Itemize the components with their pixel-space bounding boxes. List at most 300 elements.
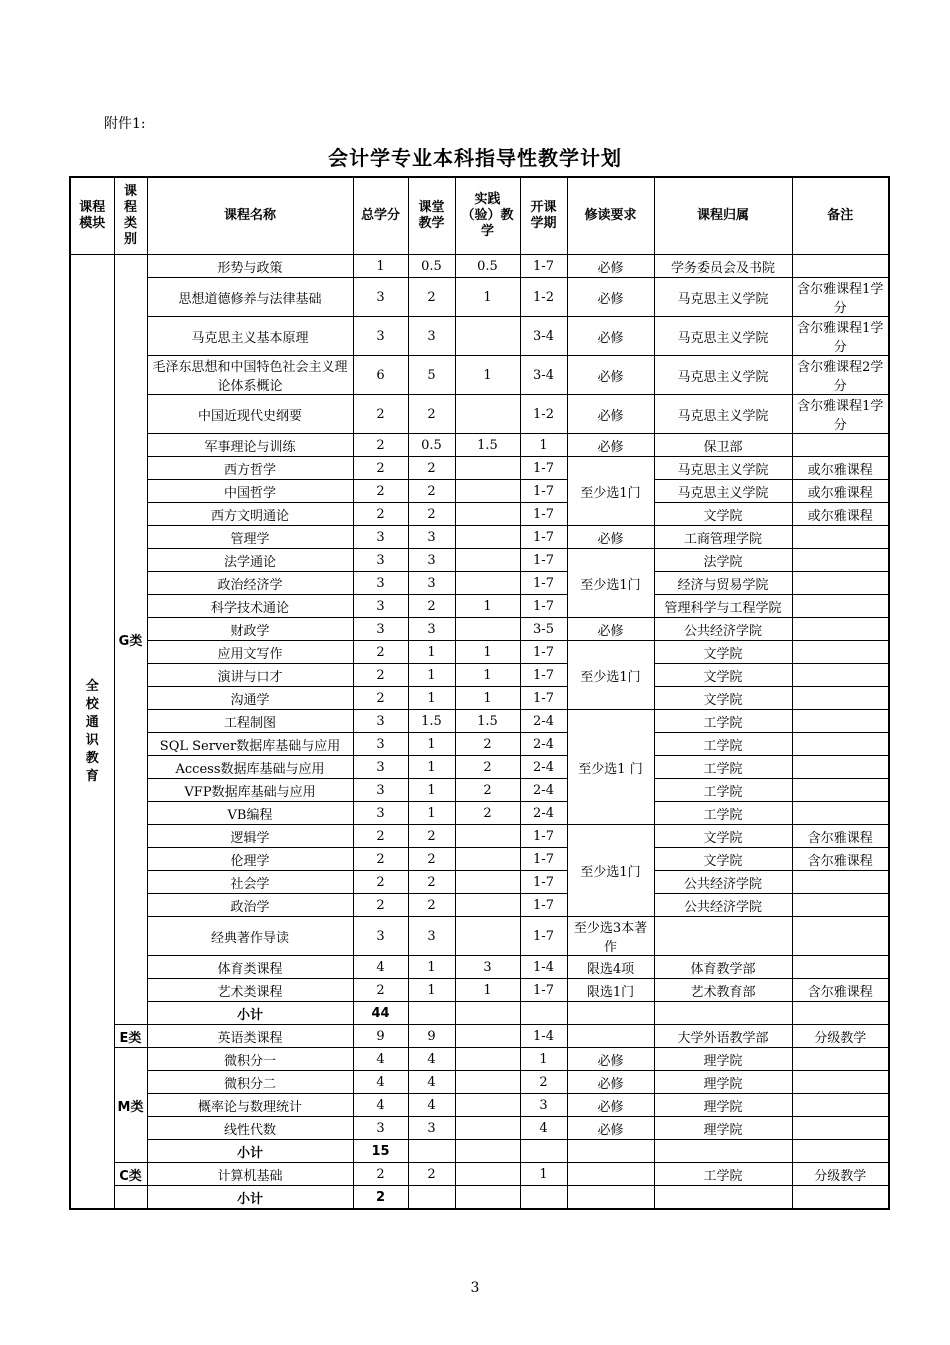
course-name: 应用文写作 [147, 641, 353, 664]
note [792, 956, 889, 979]
table-row [70, 1163, 889, 1186]
empty-cell [455, 1094, 520, 1117]
empty-cell [792, 1071, 889, 1094]
course-name: SQL Server数据库基础与应用 [147, 733, 353, 756]
empty-cell [455, 1186, 520, 1210]
class-hours: 4 [408, 1071, 455, 1094]
table-row [70, 664, 889, 687]
class-hours: 3 [408, 526, 455, 549]
empty-cell [792, 1094, 889, 1117]
empty-cell [520, 1186, 567, 1210]
empty-cell [455, 1163, 520, 1186]
owner: 工学院 [654, 756, 792, 779]
class-hours: 2 [408, 894, 455, 917]
requirement-group: 至少选1门 [567, 549, 654, 618]
subtotal-row [70, 1002, 889, 1025]
empty-cell [567, 1002, 654, 1025]
credits: 3 [353, 710, 408, 733]
credits: 9 [353, 1025, 408, 1048]
table-row [70, 756, 889, 779]
class-hours: 0.5 [408, 434, 455, 457]
term: 1 [520, 434, 567, 457]
term: 3-5 [520, 618, 567, 641]
table-row [70, 503, 889, 526]
table-row [70, 956, 889, 979]
practice-hours: 2 [455, 779, 520, 802]
practice-hours: 1 [455, 278, 520, 317]
course-name: 微积分一 [147, 1048, 353, 1071]
note [792, 664, 889, 687]
note: 分级教学 [792, 1163, 889, 1186]
term: 2-4 [520, 756, 567, 779]
table-row [70, 641, 889, 664]
course-name: 概率论与数理统计 [147, 1094, 353, 1117]
subtotal-credits: 15 [353, 1140, 408, 1163]
page-title: 会计学专业本科指导性教学计划 [328, 146, 622, 170]
credits: 2 [353, 457, 408, 480]
term: 1-7 [520, 871, 567, 894]
requirement: 必修 [567, 278, 654, 317]
course-name: 西方文明通论 [147, 503, 353, 526]
owner: 文学院 [654, 687, 792, 710]
class-hours: 2 [408, 457, 455, 480]
credits: 2 [353, 434, 408, 457]
table-row [70, 871, 889, 894]
practice-hours [455, 480, 520, 503]
practice-hours [455, 317, 520, 356]
practice-hours: 1 [455, 595, 520, 618]
credits: 2 [353, 825, 408, 848]
empty-cell [792, 1186, 889, 1210]
class-hours: 3 [408, 1117, 455, 1140]
credits: 3 [353, 1117, 408, 1140]
subtotal-row [70, 1140, 889, 1163]
course-name: Access数据库基础与应用 [147, 756, 353, 779]
header-row [70, 177, 889, 255]
credits: 3 [353, 618, 408, 641]
subtotal-label: 小计 [147, 1002, 353, 1025]
credits: 3 [353, 756, 408, 779]
note [792, 434, 889, 457]
requirement-group: 至少选1门 [567, 825, 654, 917]
note [792, 871, 889, 894]
empty-cell [114, 1186, 147, 1210]
note: 含尔雅课程2学分 [792, 356, 889, 395]
requirement: 必修 [567, 356, 654, 395]
note [792, 687, 889, 710]
table-row [70, 710, 889, 733]
course-name: 中国近现代史纲要 [147, 395, 353, 434]
credits: 2 [353, 480, 408, 503]
owner: 马克思主义学院 [654, 457, 792, 480]
course-name: 体育类课程 [147, 956, 353, 979]
table-row [70, 356, 889, 395]
practice-hours: 1.5 [455, 710, 520, 733]
course-name: 思想道德修养与法律基础 [147, 278, 353, 317]
practice-hours: 1 [455, 687, 520, 710]
term: 1-7 [520, 979, 567, 1002]
term: 4 [520, 1117, 567, 1140]
credits: 2 [353, 641, 408, 664]
practice-hours [455, 572, 520, 595]
course-name: 演讲与口才 [147, 664, 353, 687]
header-class: 课堂 教学 [408, 177, 455, 255]
class-hours: 2 [408, 825, 455, 848]
owner: 保卫部 [654, 434, 792, 457]
note [792, 255, 889, 278]
term: 1-4 [520, 956, 567, 979]
practice-hours: 1.5 [455, 434, 520, 457]
practice-hours [455, 848, 520, 871]
credits: 2 [353, 894, 408, 917]
class-hours: 1 [408, 733, 455, 756]
subtotal-credits: 44 [353, 1002, 408, 1025]
table-row [70, 1071, 889, 1094]
note: 分级教学 [792, 1025, 889, 1048]
empty-cell [520, 1140, 567, 1163]
course-name: 科学技术通论 [147, 595, 353, 618]
attachment-label: 附件1: [104, 116, 146, 132]
term: 1-7 [520, 894, 567, 917]
table-row [70, 434, 889, 457]
credits: 3 [353, 572, 408, 595]
note: 含尔雅课程 [792, 979, 889, 1002]
term: 1-7 [520, 595, 567, 618]
requirement: 必修 [567, 317, 654, 356]
owner: 文学院 [654, 664, 792, 687]
requirement: 必修 [567, 618, 654, 641]
empty-cell [455, 1002, 520, 1025]
note [792, 802, 889, 825]
category-m: M类 [114, 1048, 147, 1163]
empty-cell [792, 1002, 889, 1025]
credits: 3 [353, 779, 408, 802]
note [792, 641, 889, 664]
course-name: 政治经济学 [147, 572, 353, 595]
class-hours: 3 [408, 618, 455, 641]
owner: 马克思主义学院 [654, 356, 792, 395]
term: 1-4 [520, 1025, 567, 1048]
owner: 大学外语教学部 [654, 1025, 792, 1048]
owner: 公共经济学院 [654, 871, 792, 894]
note: 含尔雅课程1学分 [792, 317, 889, 356]
course-name: 政治学 [147, 894, 353, 917]
table-row [70, 848, 889, 871]
owner: 理学院 [654, 1071, 792, 1094]
class-hours: 2 [408, 595, 455, 618]
course-name: 财政学 [147, 618, 353, 641]
table-row [70, 1048, 889, 1071]
note [792, 710, 889, 733]
module-cell: 全 校 通 识 教 育 [70, 255, 114, 1210]
empty-cell [567, 1186, 654, 1210]
table-row [70, 595, 889, 618]
table-row [70, 1117, 889, 1140]
term: 1-7 [520, 480, 567, 503]
table-row [70, 278, 889, 317]
owner: 马克思主义学院 [654, 480, 792, 503]
empty-cell [520, 1002, 567, 1025]
empty-cell [455, 1048, 520, 1071]
requirement-group: 至少选1门 [567, 457, 654, 526]
header-practice: 实践 （验）教 学 [455, 177, 520, 255]
table-row [70, 802, 889, 825]
note [792, 917, 889, 956]
credits: 1 [353, 255, 408, 278]
empty-cell [567, 1140, 654, 1163]
owner: 体育教学部 [654, 956, 792, 979]
note [792, 572, 889, 595]
requirement-group: 至少选1 门 [567, 710, 654, 825]
practice-hours: 2 [455, 733, 520, 756]
class-hours: 2 [408, 278, 455, 317]
note: 或尔雅课程 [792, 457, 889, 480]
credits: 2 [353, 979, 408, 1002]
empty-cell [792, 1117, 889, 1140]
owner: 工学院 [654, 802, 792, 825]
practice-hours: 1 [455, 356, 520, 395]
owner: 经济与贸易学院 [654, 572, 792, 595]
note [792, 894, 889, 917]
term: 1-7 [520, 687, 567, 710]
credits: 2 [353, 395, 408, 434]
requirement: 必修 [567, 1117, 654, 1140]
note [792, 733, 889, 756]
owner [654, 917, 792, 956]
requirement: 必修 [567, 395, 654, 434]
header-term: 开课 学期 [520, 177, 567, 255]
credits: 4 [353, 1094, 408, 1117]
course-name: 微积分二 [147, 1071, 353, 1094]
note [792, 618, 889, 641]
term: 1-7 [520, 255, 567, 278]
requirement [567, 1025, 654, 1048]
course-name: 西方哲学 [147, 457, 353, 480]
course-name: 形势与政策 [147, 255, 353, 278]
empty-cell [654, 1186, 792, 1210]
class-hours: 3 [408, 317, 455, 356]
owner: 管理科学与工程学院 [654, 595, 792, 618]
credits: 3 [353, 733, 408, 756]
course-name: 马克思主义基本原理 [147, 317, 353, 356]
class-hours: 1 [408, 664, 455, 687]
credits: 2 [353, 848, 408, 871]
note [792, 526, 889, 549]
note [792, 595, 889, 618]
practice-hours: 2 [455, 802, 520, 825]
practice-hours: 2 [455, 756, 520, 779]
term: 1-7 [520, 526, 567, 549]
page-number: 3 [470, 1280, 480, 1296]
practice-hours [455, 825, 520, 848]
course-name: 军事理论与训练 [147, 434, 353, 457]
practice-hours: 1 [455, 641, 520, 664]
course-name: 中国哲学 [147, 480, 353, 503]
credits: 4 [353, 1071, 408, 1094]
requirement: 必修 [567, 1094, 654, 1117]
owner: 工学院 [654, 733, 792, 756]
course-name: 艺术类课程 [147, 979, 353, 1002]
practice-hours [455, 871, 520, 894]
practice-hours [455, 395, 520, 434]
header-owner: 课程归属 [654, 177, 792, 255]
course-name: 经典著作导读 [147, 917, 353, 956]
credits: 3 [353, 595, 408, 618]
empty-cell [792, 1140, 889, 1163]
class-hours: 3 [408, 572, 455, 595]
empty-cell [408, 1002, 455, 1025]
practice-hours [455, 1025, 520, 1048]
subtotal-credits: 2 [353, 1186, 408, 1210]
course-name: 伦理学 [147, 848, 353, 871]
term: 3 [520, 1094, 567, 1117]
requirement: 必修 [567, 526, 654, 549]
term: 1-7 [520, 848, 567, 871]
credits: 3 [353, 526, 408, 549]
practice-hours: 1 [455, 664, 520, 687]
requirement: 必修 [567, 255, 654, 278]
note: 含尔雅课程 [792, 825, 889, 848]
owner: 艺术教育部 [654, 979, 792, 1002]
practice-hours [455, 457, 520, 480]
owner: 理学院 [654, 1048, 792, 1071]
class-hours: 1 [408, 956, 455, 979]
empty-cell [408, 1186, 455, 1210]
term: 1 [520, 1048, 567, 1071]
empty-cell [654, 1002, 792, 1025]
requirement: 必修 [567, 1071, 654, 1094]
term: 2-4 [520, 779, 567, 802]
course-name: 社会学 [147, 871, 353, 894]
owner: 法学院 [654, 549, 792, 572]
term: 1-7 [520, 917, 567, 956]
category-c: C类 [114, 1163, 147, 1186]
owner: 工学院 [654, 1163, 792, 1186]
credits: 3 [353, 278, 408, 317]
practice-hours [455, 618, 520, 641]
term: 1-7 [520, 549, 567, 572]
class-hours: 1 [408, 779, 455, 802]
note: 含尔雅课程 [792, 848, 889, 871]
table-row [70, 779, 889, 802]
term: 1-7 [520, 457, 567, 480]
course-name: 计算机基础 [147, 1163, 353, 1186]
table-row [70, 825, 889, 848]
course-name: 毛泽东思想和中国特色社会主义理论体系概论 [147, 356, 353, 395]
credits: 3 [353, 917, 408, 956]
class-hours: 2 [408, 395, 455, 434]
header-category: 课 程 类 别 [114, 177, 147, 255]
term: 1-7 [520, 572, 567, 595]
note: 或尔雅课程 [792, 503, 889, 526]
practice-hours [455, 526, 520, 549]
credits: 2 [353, 1163, 408, 1186]
owner: 公共经济学院 [654, 894, 792, 917]
term: 2-4 [520, 710, 567, 733]
course-name: 管理学 [147, 526, 353, 549]
table-row [70, 1094, 889, 1117]
owner: 理学院 [654, 1094, 792, 1117]
credits: 6 [353, 356, 408, 395]
empty-cell [455, 1117, 520, 1140]
course-name: 法学通论 [147, 549, 353, 572]
owner: 马克思主义学院 [654, 395, 792, 434]
note: 或尔雅课程 [792, 480, 889, 503]
term: 1-7 [520, 641, 567, 664]
credits: 4 [353, 956, 408, 979]
term: 2 [520, 1071, 567, 1094]
practice-hours [455, 549, 520, 572]
class-hours: 1 [408, 641, 455, 664]
class-hours: 9 [408, 1025, 455, 1048]
table-row [70, 618, 889, 641]
practice-hours [455, 503, 520, 526]
subtotal-label: 小计 [147, 1140, 353, 1163]
note [792, 756, 889, 779]
owner: 马克思主义学院 [654, 317, 792, 356]
course-name: 英语类课程 [147, 1025, 353, 1048]
table-row [70, 395, 889, 434]
empty-cell [654, 1140, 792, 1163]
empty-cell [408, 1140, 455, 1163]
credits: 3 [353, 802, 408, 825]
table-row [70, 687, 889, 710]
header-credits: 总学分 [353, 177, 408, 255]
header-req: 修读要求 [567, 177, 654, 255]
course-name: 线性代数 [147, 1117, 353, 1140]
owner: 公共经济学院 [654, 618, 792, 641]
table-row [70, 733, 889, 756]
course-name: 沟通学 [147, 687, 353, 710]
owner: 文学院 [654, 503, 792, 526]
table-row [70, 572, 889, 595]
note: 含尔雅课程1学分 [792, 278, 889, 317]
owner: 马克思主义学院 [654, 278, 792, 317]
requirement: 至少选3本著作 [567, 917, 654, 956]
subtotal-row [70, 1186, 889, 1210]
header-note: 备注 [792, 177, 889, 255]
class-hours: 4 [408, 1094, 455, 1117]
practice-hours [455, 917, 520, 956]
owner: 工学院 [654, 710, 792, 733]
course-name: 逻辑学 [147, 825, 353, 848]
credits: 3 [353, 549, 408, 572]
course-name: VB编程 [147, 802, 353, 825]
empty-cell [455, 1140, 520, 1163]
requirement: 必修 [567, 1048, 654, 1071]
practice-hours: 0.5 [455, 255, 520, 278]
category-g: G类 [114, 255, 147, 1025]
category-e: E类 [114, 1025, 147, 1048]
header-module: 课程 模块 [70, 177, 114, 255]
credits: 2 [353, 664, 408, 687]
requirement: 限选1门 [567, 979, 654, 1002]
owner: 文学院 [654, 641, 792, 664]
note [792, 549, 889, 572]
term: 1-7 [520, 503, 567, 526]
credits: 2 [353, 503, 408, 526]
term: 1-2 [520, 395, 567, 434]
class-hours: 3 [408, 549, 455, 572]
class-hours: 1 [408, 979, 455, 1002]
term: 3-4 [520, 317, 567, 356]
header-name: 课程名称 [147, 177, 353, 255]
table-row [70, 1025, 889, 1048]
owner: 文学院 [654, 825, 792, 848]
class-hours: 4 [408, 1048, 455, 1071]
class-hours: 2 [408, 871, 455, 894]
empty-cell [455, 1071, 520, 1094]
